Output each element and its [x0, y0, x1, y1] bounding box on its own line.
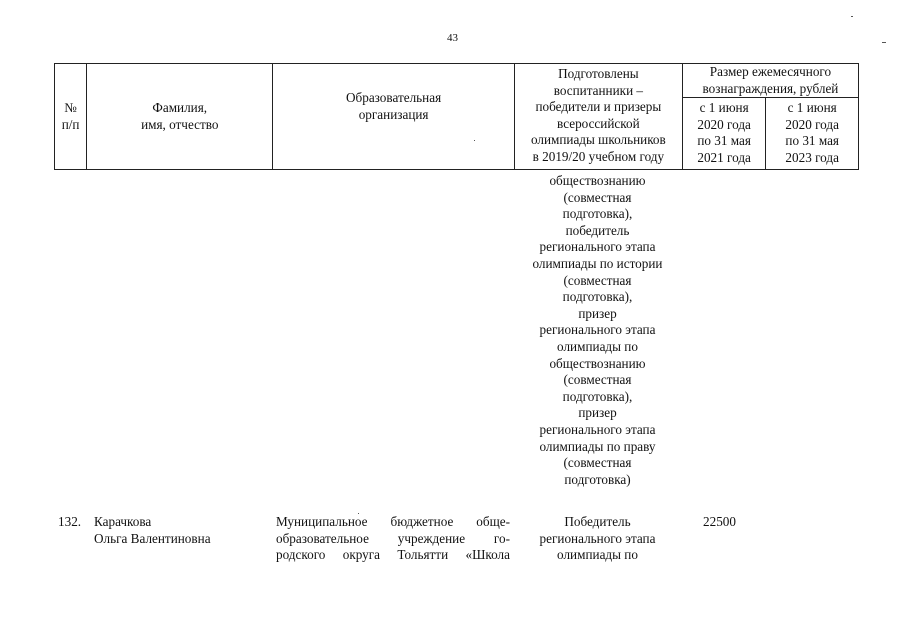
scan-speck	[851, 16, 853, 17]
row-number: 132.	[58, 514, 82, 529]
page-number: 43	[447, 32, 458, 44]
header-num: № п/п	[55, 64, 87, 170]
row-name: Карачкова Ольга Валентиновна	[94, 514, 211, 546]
scan-speck	[882, 42, 886, 43]
header-period-1: с 1 июня 2020 года по 31 мая 2021 года	[682, 98, 766, 170]
row-organization: Муниципальное бюджетное обще- образовательное учреждение го- родского округа Тольятти «Школа	[276, 514, 510, 563]
row-payment: 22500	[703, 514, 736, 529]
table-header	[54, 63, 859, 170]
header-period-2: с 1 июня 2020 года по 31 мая 2023 года	[766, 98, 859, 170]
scan-speck	[474, 140, 475, 141]
header-prepared: Подготовлены воспитанники – победители и призеры всероссийской олимпиады школьников в 2019/20 учебном году	[514, 64, 682, 170]
continued-achievements: обществознанию (совместная подготовка), победитель регионального этапа олимпиады по истории (совместная подготовка), призер регионального этапа олимпиады по обществознанию (совместная подготовка), призер регионального этапа олимпиады по праву (совместная подготовка)	[532, 173, 663, 487]
header-payment: Размер ежемесячного вознаграждения, рублей	[682, 64, 858, 98]
row-prepared: Победитель регионального этапа олимпиады по	[539, 514, 656, 563]
scan-speck	[358, 513, 359, 514]
header-name: Фамилия, имя, отчество	[87, 64, 273, 170]
header-organization: Образовательная организация	[273, 64, 515, 170]
